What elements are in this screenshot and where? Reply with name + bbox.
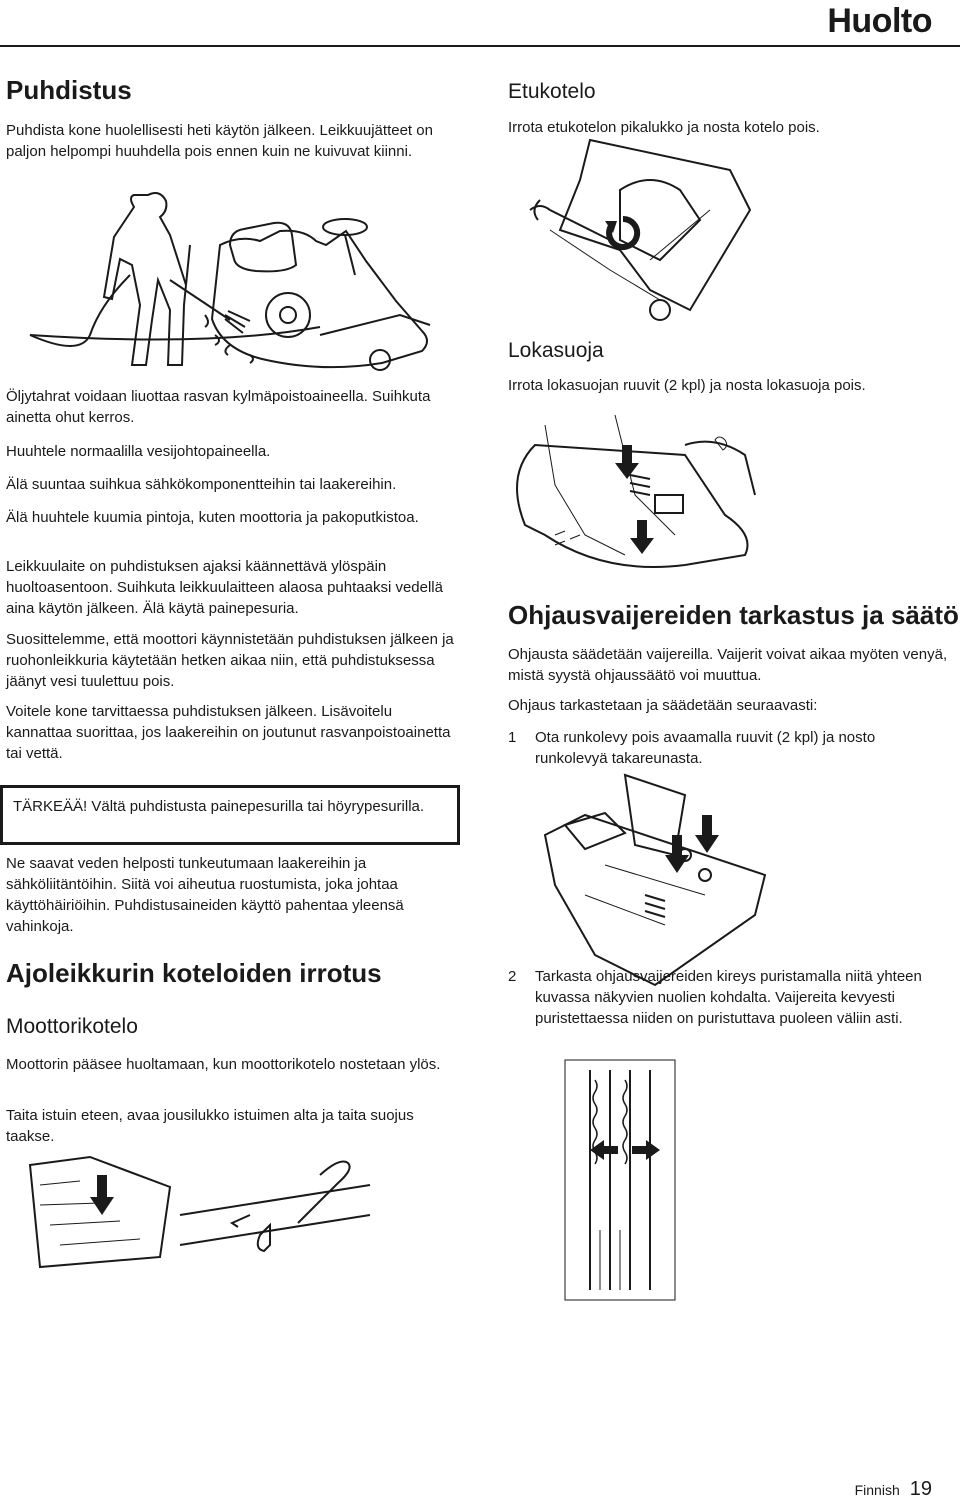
puhdistus-p1: Öljytahrat voidaan liuottaa rasvan kylmäpoistoaineella. Suihkuta ainetta ohut kerros. [6, 388, 431, 426]
heading-puhdistus: Puhdistus [6, 75, 132, 105]
ohjaus-p2: Ohjaus tarkastetaan ja säädetään seuraavasti: [508, 697, 818, 714]
arrow-icon [695, 815, 719, 853]
moottorikotelo-p1: Moottorin pääsee huoltamaan, kun moottorikotelo nostetaan ylös. [6, 1056, 441, 1073]
heading-moottorikotelo: Moottorikotelo [6, 1015, 138, 1038]
footer-language: Finnish [854, 1482, 900, 1498]
moottorikotelo-p2: Taita istuin eteen, avaa jousilukko istuimen alta ja taita suojus taakse. [6, 1107, 414, 1145]
arrow-icon [615, 445, 639, 479]
etukotelo-text: Irrota etukotelon pikalukko ja nosta kotelo pois. [508, 119, 820, 136]
frame-plate-illustration [545, 775, 770, 950]
arrow-icon [90, 1175, 114, 1215]
heading-etukotelo: Etukotelo [508, 80, 596, 103]
lokasuoja-text: Irrota lokasuojan ruuvit (2 kpl) ja nosta lokasuoja pois. [508, 377, 866, 394]
header-rule [0, 45, 960, 47]
arrow-icon [630, 520, 654, 554]
page-title: Huolto [827, 2, 932, 40]
arrow-left-icon [590, 1140, 618, 1160]
puhdistus-p2: Huuhtele normaalilla vesijohtopaineella. [6, 443, 271, 460]
puhdistus-p7: Voitele kone tarvittaessa puhdistuksen jälkeen. Lisävoitelu kannattaa suorittaa, jos laakereihin on joutunut rasvanpoistoainetta tai vettä. [6, 703, 451, 762]
puhdistus-p4: Älä huuhtele kuumia pintoja, kuten moottoria ja pakoputkistoa. [6, 509, 419, 526]
step-number: 1 [508, 729, 517, 746]
step-number: 2 [508, 968, 517, 985]
arrow-icon [665, 835, 689, 873]
warning-box [0, 785, 460, 845]
heading-lokasuoja: Lokasuoja [508, 339, 604, 362]
step-1 [508, 727, 928, 769]
puhdistus-intro: Puhdista kone huolellisesti heti käytön jälkeen. Leikkuujätteet on paljon helpompi huuhdella pois ennen kuin ne kuivuvat kiinni. [6, 122, 433, 160]
heading-koteloiden-irrotus: Ajoleikkurin koteloiden irrotus [6, 958, 382, 988]
step-2 [508, 966, 938, 1029]
page-number: 19 [909, 1478, 932, 1500]
puhdistus-p3: Älä suuntaa suihkua sähkökomponentteihin tai laakereihin. [6, 476, 397, 493]
step-text: Ota runkolevy pois avaamalla ruuvit (2 kpl) ja nosto runkolevyä takareunasta. [535, 729, 876, 767]
warning-text: TÄRKEÄÄ! Vältä puhdistusta painepesurilla tai höyrypesurilla. [13, 798, 425, 815]
engine-cover-illustration [30, 1155, 370, 1275]
washing-illustration [20, 185, 450, 385]
puhdistus-p8: Ne saavat veden helposti tunkeutumaan laakereihin ja sähköliitäntöihin. Siitä voi aiheutua ruostumista, joka johtaa käyttöhäiriöihin. Puhdistusaineiden käyttö pahentaa yleensä vahinkoja. [6, 855, 404, 935]
steering-cables-illustration [555, 1050, 685, 1305]
heading-ohjausvaijereiden: Ohjausvaijereiden tarkastus ja säätö [508, 600, 959, 630]
ohjaus-p1: Ohjausta säädetään vaijereilla. Vaijerit voivat aikaa myöten venyä, mistä syystä ohjaussäätö voi muuttua. [508, 646, 948, 684]
puhdistus-p5: Leikkuulaite on puhdistuksen ajaksi käännettävä ylöspäin huoltoasentoon. Suihkuta leikkuulaitteen alaosa puhtaaksi vedellä aina käytön jälkeen. Älä käytä painepesuria. [6, 558, 443, 617]
arrow-right-icon [632, 1140, 660, 1160]
step-text: Tarkasta ohjausvaijereiden kireys puristamalla niitä yhteen kuvassa näkyvien nuolien kohdalta. Vaijereita kevyesti puristettaessa niiden on puristuttava puoleen väliin asti. [535, 968, 922, 1027]
rotate-arrow-icon [605, 215, 641, 251]
puhdistus-p6: Suosittelemme, että moottori käynnistetään puhdistuksen jälkeen ja ruohonleikkuria käytetään hetken aikaa niin, että puhdistuksessa jäänyt vesi tuulettuu pois. [6, 631, 454, 690]
